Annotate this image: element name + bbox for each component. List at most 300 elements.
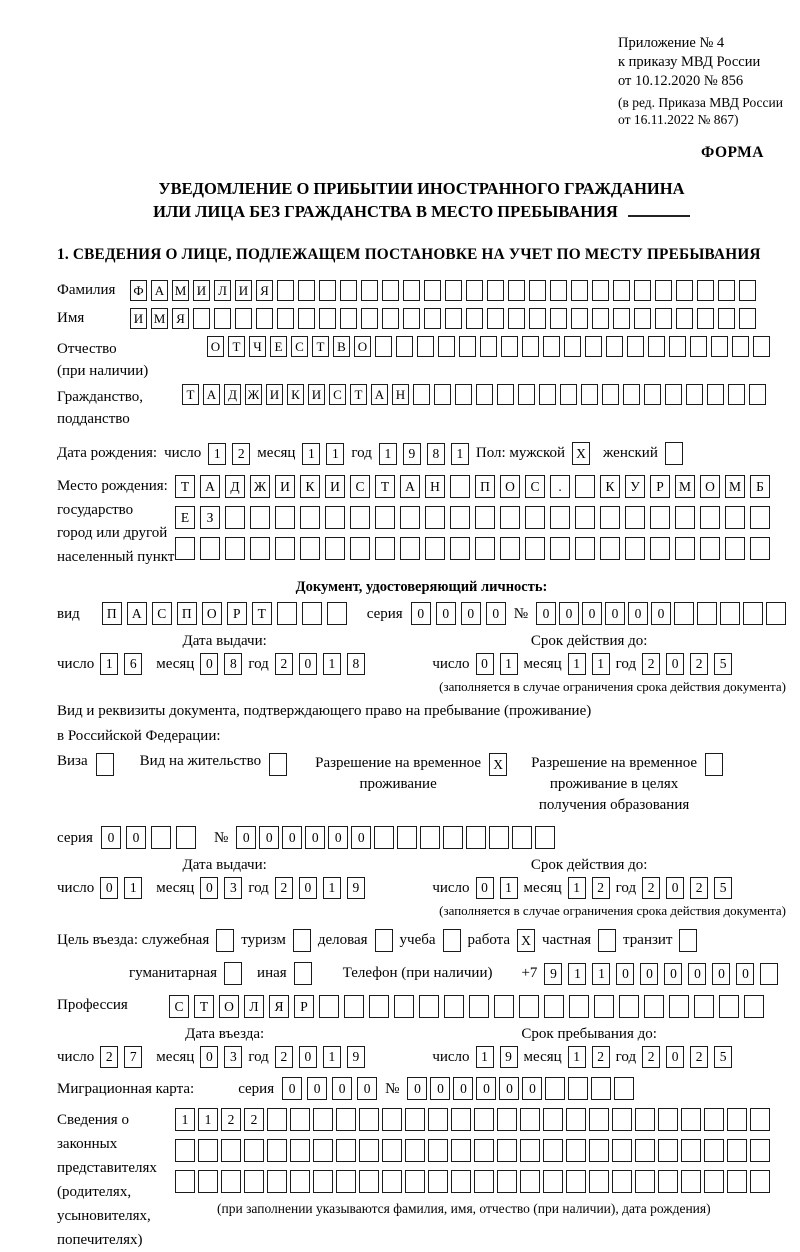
purpose-humanitarian-label: гуманитарная [129, 965, 218, 981]
char-cell: 0 [499, 1077, 519, 1100]
char-cell: 1 [175, 1108, 195, 1131]
birth-place-rows [175, 475, 770, 569]
char-cell [650, 506, 670, 529]
char-cell [450, 475, 470, 498]
char-cell [277, 280, 294, 301]
char-cell: В [333, 336, 350, 357]
form-label: ФОРМА [700, 144, 764, 161]
char-cell: Ф [130, 280, 147, 301]
issue-month-cells [200, 653, 242, 675]
char-cell: 3 [224, 877, 242, 899]
char-cell [244, 1139, 264, 1162]
char-cell [550, 537, 570, 560]
purpose-work-label: работа [467, 932, 511, 948]
char-cell [459, 336, 476, 357]
char-cell [704, 1139, 724, 1162]
char-cell: С [525, 475, 545, 498]
char-cell [224, 962, 242, 985]
char-cell [700, 506, 720, 529]
char-cell [718, 308, 735, 329]
patronymic-cells [207, 336, 770, 357]
char-cell [697, 280, 714, 301]
char-cell [319, 308, 336, 329]
char-cell [519, 995, 539, 1018]
char-cell [744, 995, 764, 1018]
char-cell: 3 [224, 1046, 242, 1068]
purpose-private-label: частная [542, 932, 592, 948]
char-cell [529, 308, 546, 329]
char-cell [313, 1139, 333, 1162]
option-residence-permit: Вид на жительство [140, 753, 287, 776]
issue-date-group [57, 857, 392, 919]
char-cell [382, 308, 399, 329]
birth-date-row [57, 442, 786, 465]
char-cell: Ж [245, 384, 262, 405]
char-cell: 1 [208, 443, 226, 465]
char-cell [550, 506, 570, 529]
char-cell [634, 308, 651, 329]
month-label: месяц [523, 655, 562, 672]
char-cell: А [400, 475, 420, 498]
given-name-row [57, 308, 786, 329]
char-cell: 1 [323, 877, 341, 899]
char-cell [520, 1108, 540, 1131]
char-cell [669, 995, 689, 1018]
purpose-business-checkbox [375, 929, 393, 952]
char-cell [277, 602, 297, 625]
profession-row [57, 995, 786, 1018]
char-cell: А [127, 602, 147, 625]
char-cell [543, 1108, 563, 1131]
char-cell: 8 [427, 443, 445, 465]
char-cell [665, 384, 682, 405]
char-cell [175, 1139, 195, 1162]
char-cell [300, 537, 320, 560]
issue-day-cells [100, 877, 142, 899]
char-cell: 0 [282, 1077, 302, 1100]
day-label: число [432, 655, 470, 672]
char-cell: 1 [592, 653, 610, 675]
char-cell [359, 1139, 379, 1162]
month-label: месяц [257, 445, 296, 461]
char-cell [277, 308, 294, 329]
char-cell [592, 280, 609, 301]
char-cell [675, 537, 695, 560]
char-cell: 2 [592, 1046, 610, 1068]
char-cell: Т [350, 384, 367, 405]
migration-card-label: Миграционная карта: [57, 1081, 195, 1097]
char-cell: А [371, 384, 388, 405]
char-cell: 1 [500, 653, 518, 675]
char-cell [417, 336, 434, 357]
char-cell [275, 537, 295, 560]
char-cell: Р [294, 995, 314, 1018]
phone-prefix: +7 [521, 965, 538, 981]
char-cell: 9 [347, 1046, 365, 1068]
entry-date-header: Дата въезда: [185, 1026, 265, 1042]
char-cell [625, 506, 645, 529]
identity-doc-header: Документ, удостоверяющий личность: [295, 579, 548, 595]
char-cell: П [475, 475, 495, 498]
char-cell: И [235, 280, 252, 301]
char-cell [591, 1077, 611, 1100]
char-cell [313, 1170, 333, 1193]
legal-reps-row-2 [175, 1139, 770, 1162]
char-cell: 1 [302, 443, 320, 465]
profession-cells [169, 995, 764, 1018]
char-cell: 2 [221, 1108, 241, 1131]
valid-month-cells [568, 653, 610, 675]
char-cell [635, 1139, 655, 1162]
char-cell [487, 308, 504, 329]
char-cell: 9 [347, 877, 365, 899]
purpose-study-checkbox [443, 929, 461, 952]
birth-place-row-2 [175, 506, 770, 529]
migration-number-cells [407, 1077, 634, 1100]
char-cell: 1 [568, 1046, 586, 1068]
char-cell [497, 384, 514, 405]
month-label: месяц [156, 655, 195, 672]
char-cell [520, 1139, 540, 1162]
char-cell: М [172, 280, 189, 301]
char-cell [675, 506, 695, 529]
given-name-label: Имя [57, 310, 85, 326]
char-cell [648, 336, 665, 357]
char-cell: 0 [664, 963, 682, 985]
char-cell [635, 1108, 655, 1131]
char-cell [750, 1139, 770, 1162]
profession-label: Профессия [57, 997, 128, 1013]
title-line-2: ИЛИ ЛИЦА БЕЗ ГРАЖДАНСТВА В МЕСТО ПРЕБЫВАНИЯ [57, 200, 786, 223]
char-cell [686, 384, 703, 405]
char-cell [600, 506, 620, 529]
char-cell [543, 1170, 563, 1193]
char-cell: 9 [500, 1046, 518, 1068]
char-cell [200, 537, 220, 560]
char-cell: Е [175, 506, 195, 529]
char-cell: 1 [500, 877, 518, 899]
char-cell [175, 1170, 195, 1193]
char-cell: 2 [275, 877, 293, 899]
char-cell [566, 1170, 586, 1193]
given-name-cells [130, 308, 756, 329]
valid-year-cells [642, 653, 732, 675]
char-cell: 0 [200, 653, 218, 675]
purpose-transit-label: транзит [623, 932, 673, 948]
char-cell: М [151, 308, 168, 329]
char-cell: 2 [690, 877, 708, 899]
char-cell [497, 1108, 517, 1131]
purpose-tourism-checkbox [293, 929, 311, 952]
validity-note: (заполняется в случае ограничения срока действия документа) [439, 903, 786, 918]
year-label: год [615, 879, 637, 896]
char-cell [711, 336, 728, 357]
char-cell [674, 602, 694, 625]
char-cell: Т [375, 475, 395, 498]
year-label: год [248, 655, 269, 672]
month-label: месяц [156, 879, 195, 896]
char-cell: 0 [461, 602, 481, 625]
char-cell: С [329, 384, 346, 405]
char-cell [350, 506, 370, 529]
char-cell [535, 826, 555, 849]
char-cell [753, 336, 770, 357]
char-cell [475, 537, 495, 560]
char-cell [525, 506, 545, 529]
month-label: месяц [156, 1048, 195, 1065]
char-cell: Т [194, 995, 214, 1018]
char-cell [336, 1108, 356, 1131]
char-cell: 2 [100, 1046, 118, 1068]
char-cell [474, 1139, 494, 1162]
char-cell [679, 929, 697, 952]
char-cell: 0 [126, 826, 146, 849]
legal-representatives-labels: Сведения о законных представителях (родителях, усыновителях, попечителях) [57, 1112, 157, 1248]
char-cell [466, 308, 483, 329]
migration-card-row [57, 1077, 786, 1100]
char-cell: 0 [559, 602, 579, 625]
number-label: № [213, 830, 229, 846]
char-cell [727, 1139, 747, 1162]
char-cell [612, 1139, 632, 1162]
char-cell [705, 753, 723, 776]
char-cell: 0 [299, 877, 317, 899]
char-cell [193, 308, 210, 329]
char-cell [704, 1170, 724, 1193]
year-label: год [615, 655, 637, 672]
char-cell [450, 537, 470, 560]
year-label: год [615, 1048, 637, 1065]
char-cell [359, 1170, 379, 1193]
char-cell [520, 1170, 540, 1193]
char-cell [405, 1108, 425, 1131]
day-label: число [164, 445, 202, 461]
char-cell: Т [175, 475, 195, 498]
residence-permit-checkbox [269, 753, 287, 776]
char-cell: 9 [403, 443, 421, 465]
char-cell: 5 [714, 1046, 732, 1068]
char-cell: 0 [328, 826, 348, 849]
char-cell [694, 995, 714, 1018]
char-cell [293, 929, 311, 952]
char-cell [732, 336, 749, 357]
char-cell: 1 [323, 1046, 341, 1068]
char-cell: 9 [544, 963, 562, 985]
char-cell [451, 1139, 471, 1162]
char-cell [525, 537, 545, 560]
char-cell [700, 537, 720, 560]
char-cell [727, 1170, 747, 1193]
char-cell [397, 826, 417, 849]
residence-doc-series-row [57, 826, 786, 849]
char-cell [235, 308, 252, 329]
sex-male-checkbox [572, 442, 590, 465]
char-cell [375, 336, 392, 357]
char-cell [543, 1139, 563, 1162]
stay-month-cells [568, 1046, 610, 1068]
char-cell [375, 929, 393, 952]
char-cell [681, 1108, 701, 1131]
char-cell [550, 280, 567, 301]
char-cell: 1 [323, 653, 341, 675]
char-cell: П [177, 602, 197, 625]
char-cell: П [102, 602, 122, 625]
char-cell [350, 537, 370, 560]
char-cell [681, 1139, 701, 1162]
char-cell: 0 [536, 602, 556, 625]
legal-representatives-block [57, 1108, 786, 1252]
char-cell: 0 [299, 653, 317, 675]
sex-female-checkbox [665, 442, 683, 465]
char-cell [508, 280, 525, 301]
char-cell [396, 336, 413, 357]
char-cell [750, 506, 770, 529]
char-cell [568, 1077, 588, 1100]
char-cell: X [517, 929, 535, 952]
char-cell [298, 308, 315, 329]
char-cell: 0 [453, 1077, 473, 1100]
char-cell: Я [172, 308, 189, 329]
surname-cells [130, 280, 756, 301]
char-cell: 0 [582, 602, 602, 625]
char-cell: 0 [666, 653, 684, 675]
char-cell [566, 1139, 586, 1162]
char-cell [394, 995, 414, 1018]
char-cell: 0 [351, 826, 371, 849]
char-cell: 1 [568, 963, 586, 985]
char-cell: И [130, 308, 147, 329]
char-cell: О [354, 336, 371, 357]
month-label: месяц [523, 879, 562, 896]
char-cell [644, 384, 661, 405]
validity-date-line [432, 877, 786, 899]
char-cell [466, 280, 483, 301]
char-cell [606, 336, 623, 357]
char-cell [420, 826, 440, 849]
char-cell: А [151, 280, 168, 301]
purpose-other-checkbox [294, 962, 312, 985]
char-cell: 2 [244, 1108, 264, 1131]
char-cell [375, 506, 395, 529]
issue-year-cells [275, 877, 365, 899]
char-cell [438, 336, 455, 357]
char-cell [623, 384, 640, 405]
char-cell: 8 [347, 653, 365, 675]
char-cell [382, 1139, 402, 1162]
char-cell [750, 1108, 770, 1131]
char-cell: 1 [124, 877, 142, 899]
char-cell: 1 [100, 653, 118, 675]
validity-note: (заполняется в случае ограничения срока действия документа) [439, 679, 786, 694]
char-cell [704, 1108, 724, 1131]
char-cell: Л [244, 995, 264, 1018]
char-cell: У [625, 475, 645, 498]
char-cell: С [152, 602, 172, 625]
stay-until-group [392, 1026, 786, 1068]
char-cell: 0 [411, 602, 431, 625]
stay-year-cells [642, 1046, 732, 1068]
char-cell: И [193, 280, 210, 301]
char-cell: О [202, 602, 222, 625]
char-cell: Н [392, 384, 409, 405]
char-cell [443, 826, 463, 849]
char-cell: 0 [282, 826, 302, 849]
char-cell [313, 1108, 333, 1131]
char-cell: X [572, 442, 590, 465]
char-cell: О [500, 475, 520, 498]
char-cell [225, 537, 245, 560]
char-cell: 1 [198, 1108, 218, 1131]
char-cell [428, 1170, 448, 1193]
visit-purpose-row-2 [129, 962, 786, 985]
purpose-work-checkbox [517, 929, 535, 952]
char-cell [300, 506, 320, 529]
char-cell: 0 [476, 877, 494, 899]
char-cell [480, 336, 497, 357]
char-cell [96, 753, 114, 776]
char-cell [382, 280, 399, 301]
doc-kind-cells [102, 602, 347, 625]
valid-day-cells [476, 877, 518, 899]
doc-kind-label: вид [57, 606, 80, 622]
char-cell: 0 [476, 1077, 496, 1100]
char-cell: . [550, 475, 570, 498]
char-cell: Д [225, 475, 245, 498]
char-cell: X [489, 753, 507, 776]
char-cell [571, 308, 588, 329]
char-cell [340, 308, 357, 329]
char-cell [298, 280, 315, 301]
char-cell [424, 308, 441, 329]
char-cell: Я [269, 995, 289, 1018]
char-cell: 0 [430, 1077, 450, 1100]
entry-stay-dates [57, 1026, 786, 1068]
char-cell: 0 [522, 1077, 542, 1100]
char-cell [469, 995, 489, 1018]
char-cell: 0 [476, 653, 494, 675]
char-cell [669, 336, 686, 357]
entry-date-group [57, 1026, 392, 1068]
char-cell [539, 384, 556, 405]
char-cell [613, 308, 630, 329]
char-cell: 2 [642, 877, 660, 899]
char-cell [221, 1139, 241, 1162]
char-cell [575, 537, 595, 560]
day-label: число [57, 655, 95, 672]
char-cell [725, 537, 745, 560]
citizenship-row [57, 384, 786, 430]
issue-year-cells [275, 653, 365, 675]
char-cell: 1 [568, 653, 586, 675]
purpose-tourism-label: туризм [241, 932, 286, 948]
issue-month-cells [200, 877, 242, 899]
char-cell [244, 1170, 264, 1193]
birth-day-cells [208, 443, 250, 465]
char-cell: 7 [124, 1046, 142, 1068]
char-cell [560, 384, 577, 405]
char-cell [612, 1108, 632, 1131]
char-cell: 1 [592, 963, 610, 985]
temp-residence-education-checkbox [705, 753, 723, 776]
char-cell [151, 826, 171, 849]
char-cell [275, 506, 295, 529]
char-cell: Д [224, 384, 241, 405]
purpose-humanitarian-checkbox [224, 962, 242, 985]
char-cell [267, 1108, 287, 1131]
char-cell: 0 [236, 826, 256, 849]
char-cell: 0 [651, 602, 671, 625]
char-cell [375, 537, 395, 560]
